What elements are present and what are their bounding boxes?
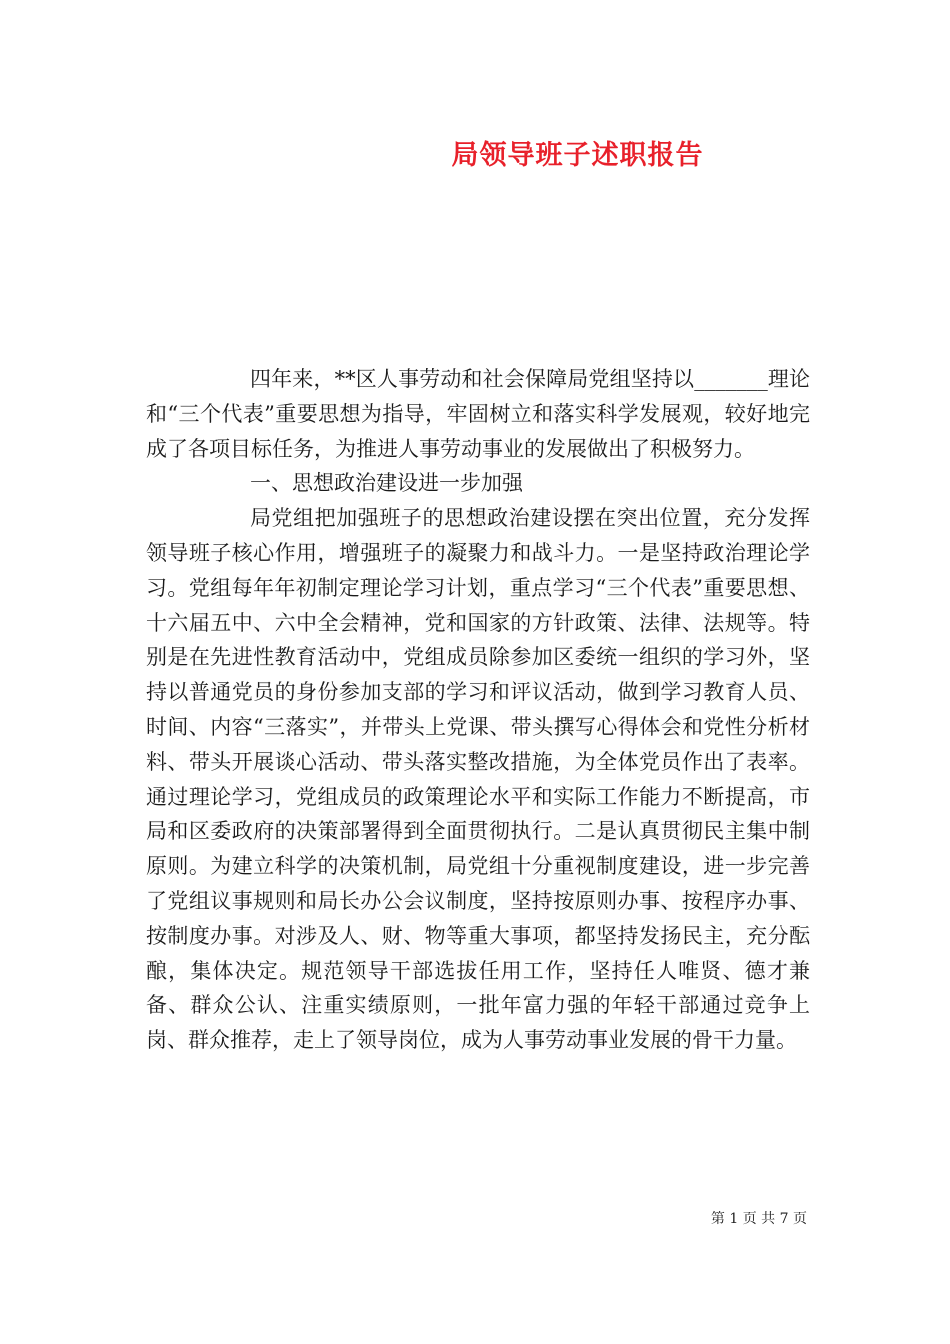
- paragraph-section-1: 局党组把加强班子的思想政治建设摆在突出位置，充分发挥领导班子核心作用，增强班子的凝聚力和战斗力。一是坚持政治理论学习。党组每年年初制定理论学习计划，重点学习“三个代表”重要思想、十六届五中、六中全会精神，党和国家的方针政策、法律、法规等。特别是在先进性教育活动中，党组成员除参加区委统一组织的学习外，坚持以普通党员的身份参加支部的学习和评议活动，做到学习教育人员、时间、内容“三落实”，并带头上党课、带头撰写心得体会和党性分析材料、带头开展谈心活动、带头落实整改措施，为全体党员作出了表率。通过理论学习，党组成员的政策理论水平和实际工作能力不断提高，市局和区委政府的决策部署得到全面贯彻执行。二是认真贯彻民主集中制原则。为建立科学的决策机制，局党组十分重视制度建设，进一步完善了党组议事规则和局长办公会议制度，坚持按原则办事、按程序办事、按制度办事。对涉及人、财、物等重大事项，都坚持发扬民主，充分酝酿，集体决定。规范领导干部选拔任用工作，坚持任人唯贤、德才兼备、群众公认、注重实绩原则，一批年富力强的年轻干部通过竞争上岗、群众推荐，走上了领导岗位，成为人事劳动事业发展的骨干力量。: [146, 506, 810, 1053]
- section-heading-1: 一、思想政治建设进一步加强: [250, 471, 523, 496]
- paragraph-intro: 四年来，**区人事劳动和社会保障局党组坚持以_______理论和“三个代表”重要思想为指导，牢固树立和落实科学发展观，较好地完成了各项目标任务，为推进人事劳动事业的发展做出了积极努力。: [146, 367, 810, 461]
- document-title: 局领导班子述职报告: [451, 140, 704, 171]
- page-indicator: 第 1 页 共 7 页: [710, 1211, 807, 1227]
- document-body: [146, 362, 810, 1058]
